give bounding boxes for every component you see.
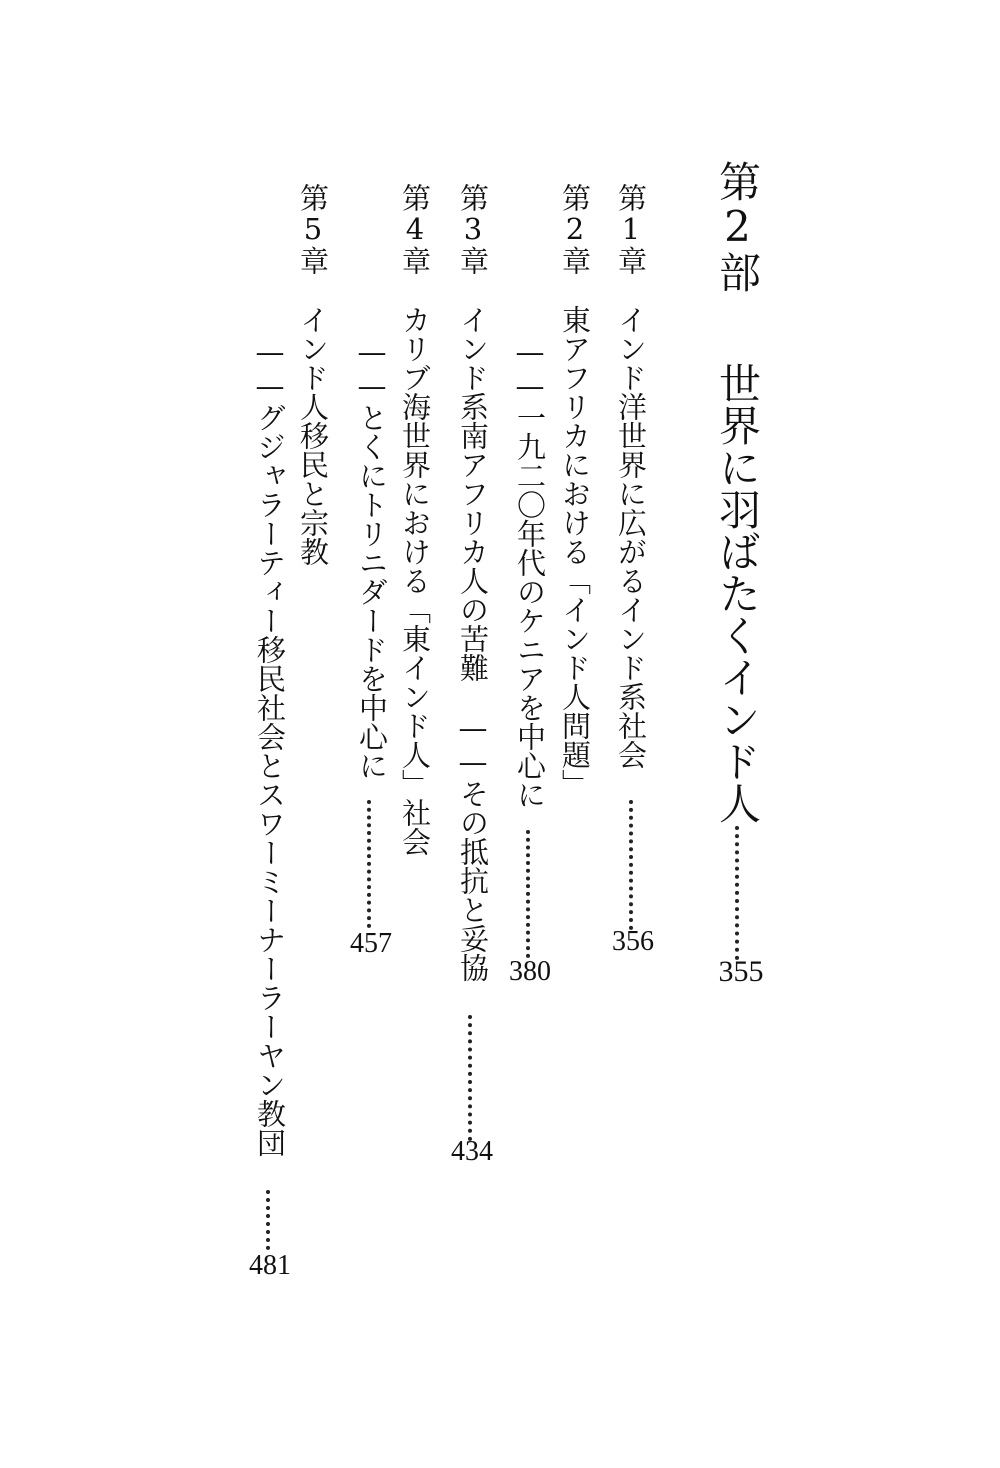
- chapter-3-page-number: 434: [451, 1136, 493, 1167]
- chapter-5-page-number: 481: [249, 1250, 291, 1281]
- chapter-1-leader-dots: [629, 800, 637, 930]
- chapter-1-page-number: 356: [612, 926, 654, 957]
- chapter-5-subtitle: ——グジャラーティー移民社会とスワーミーナーラーヤン教団: [253, 335, 287, 1157]
- chapter-3-label: 第3章: [456, 183, 490, 275]
- chapter-5-leader-dots: [266, 1190, 274, 1250]
- chapter-4-page-number: 457: [350, 928, 392, 959]
- chapter-4-leader-dots: [367, 800, 375, 928]
- chapter-2-page-number: 380: [509, 956, 551, 987]
- part-page-number: 355: [718, 955, 764, 988]
- chapter-2-leader-dots: [526, 830, 534, 958]
- chapter-5-title: インド人移民と宗教: [296, 305, 330, 566]
- chapter-3-title: インド系南アフリカ人の苦難 ——その抵抗と妥協: [456, 305, 490, 982]
- chapter-2-label: 第2章: [558, 183, 592, 275]
- part-title: 世界に羽ばたくインド人: [713, 362, 762, 824]
- chapter-5-label: 第5章: [296, 183, 330, 275]
- part-leader-dots: [735, 826, 743, 960]
- chapter-4-title: カリブ海世界における「東インド人」社会: [398, 305, 432, 856]
- chapter-1-title: インド洋世界に広がるインド系社会: [614, 305, 648, 769]
- chapter-3-leader-dots: [468, 1015, 476, 1141]
- part-label: 第2部: [713, 160, 762, 293]
- chapter-4-label: 第4章: [398, 183, 432, 275]
- chapter-2-subtitle: ——一九二〇年代のケニアを中心に: [513, 335, 547, 809]
- chapter-4-subtitle: ——とくにトリニダードを中心に: [355, 335, 389, 780]
- chapter-1-label: 第1章: [614, 183, 648, 275]
- chapter-2-title: 東アフリカにおける「インド人問題」: [558, 305, 592, 798]
